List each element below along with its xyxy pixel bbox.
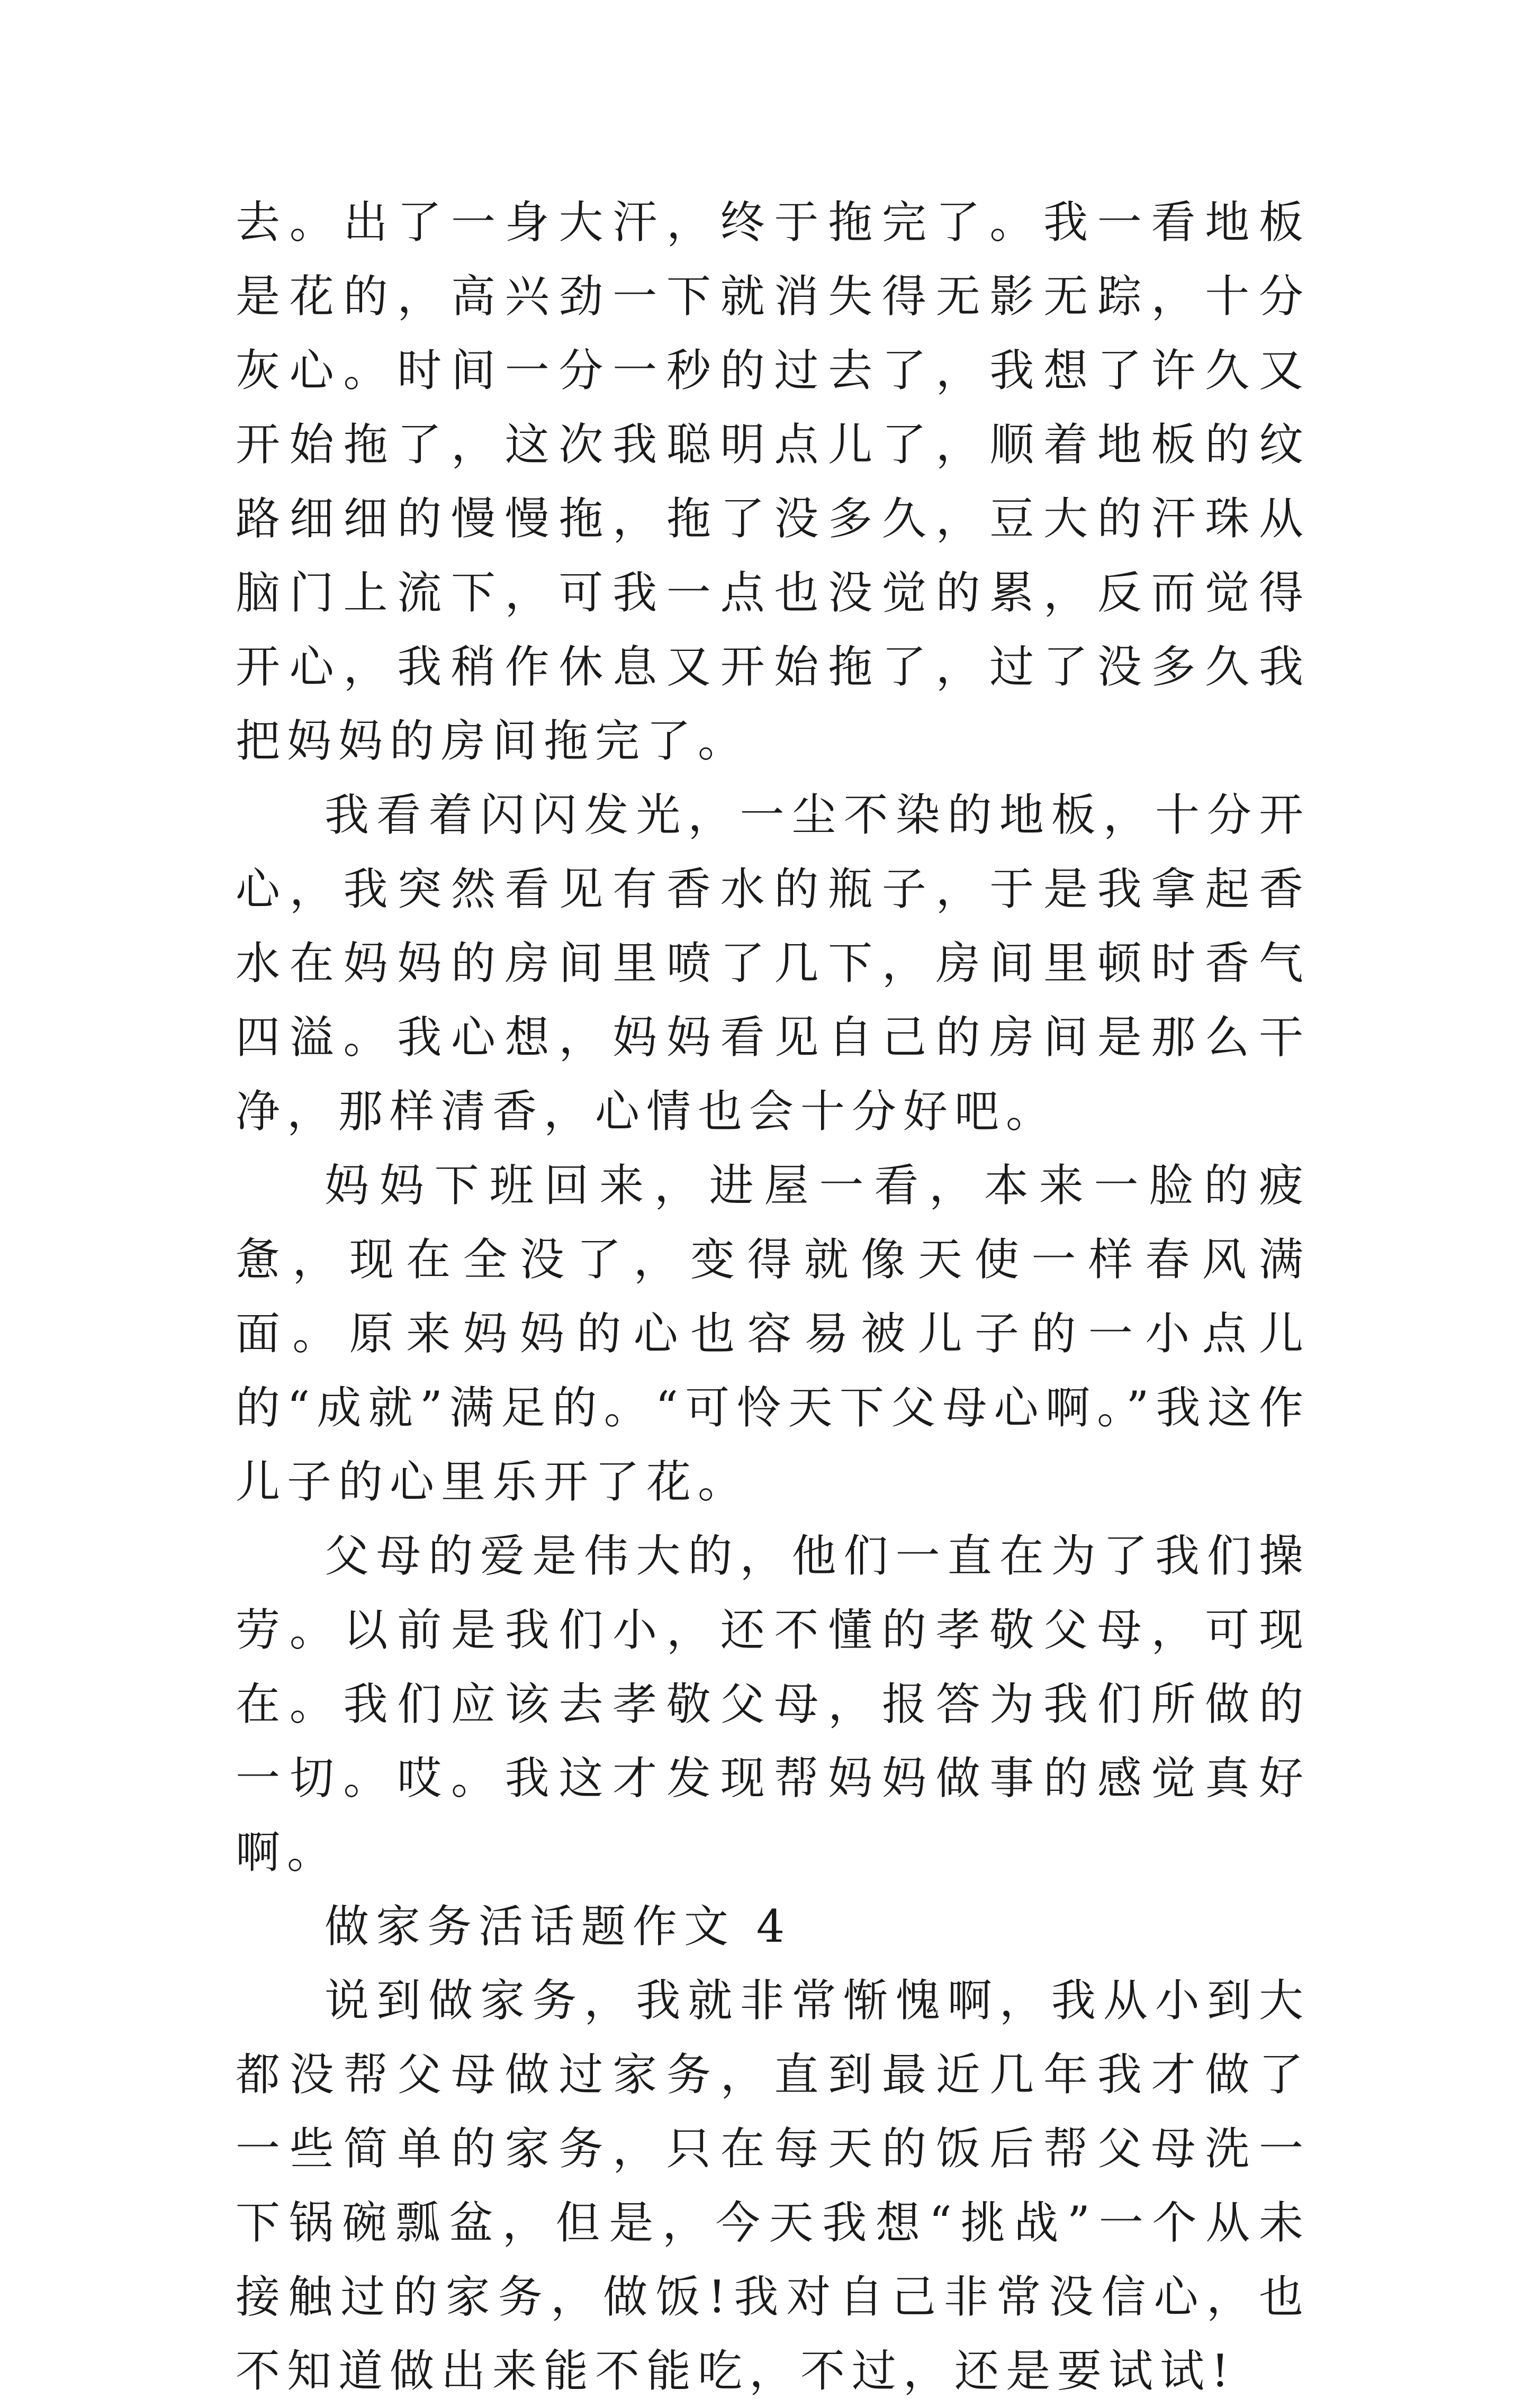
paragraph-3: 妈妈下班回来，进屋一看，本来一脸的疲惫，现在全没了，变得就像天使一样春风满面。原来妈妈的心也容易被儿子的一小点儿的“成就”满足的。“可怜天下父母心啊。”我这作儿子的心里乐开了花。 xyxy=(236,1160,1310,1508)
paragraph-2: 我看着闪闪发光，一尘不染的地板，十分开心，我突然看见有香水的瓶子，于是我拿起香水在妈妈的房间里喷了几下，房间里顿时香气四溢。我心想，妈妈看见自己的房间是那么干净，那样清香，心情也会十分好吧。 xyxy=(236,789,1310,1137)
paragraph-4: 父母的爱是伟大的，他们一直在为了我们操劳。以前是我们小，还不懂的孝敬父母，可现在。我们应该去孝敬父母，报答为我们所做的一切。哎。我这才发现帮妈妈做事的感觉真好啊。 xyxy=(236,1530,1310,1878)
section-heading: 做家务活话题作文 4 xyxy=(325,1900,792,1952)
paragraph-1: 去。出了一身大汗，终于拖完了。我一看地板是花的，高兴劲一下就消失得无影无踪，十分灰心。时间一分一秒的过去了，我想了许久又开始拖了，这次我聪明点儿了，顺着地板的纹路细细的慢慢拖，拖了没多久，豆大的汗珠从脑门上流下，可我一点也没觉的累，反而觉得开心，我稍作休息又开始拖了，过了没多久我把妈妈的房间拖完了。 xyxy=(236,196,1310,767)
document-body xyxy=(236,185,1310,2408)
paragraph-5: 说到做家务，我就非常惭愧啊，我从小到大都没帮父母做过家务，直到最近几年我才做了一些简单的家务，只在每天的饭后帮父母洗一下锅碗瓢盆，但是，今天我想“挑战”一个从未接触过的家务，做饭!我对自己非常没信心，也不知道做出来能不能吃，不过，还是要试试! xyxy=(236,1975,1310,2397)
